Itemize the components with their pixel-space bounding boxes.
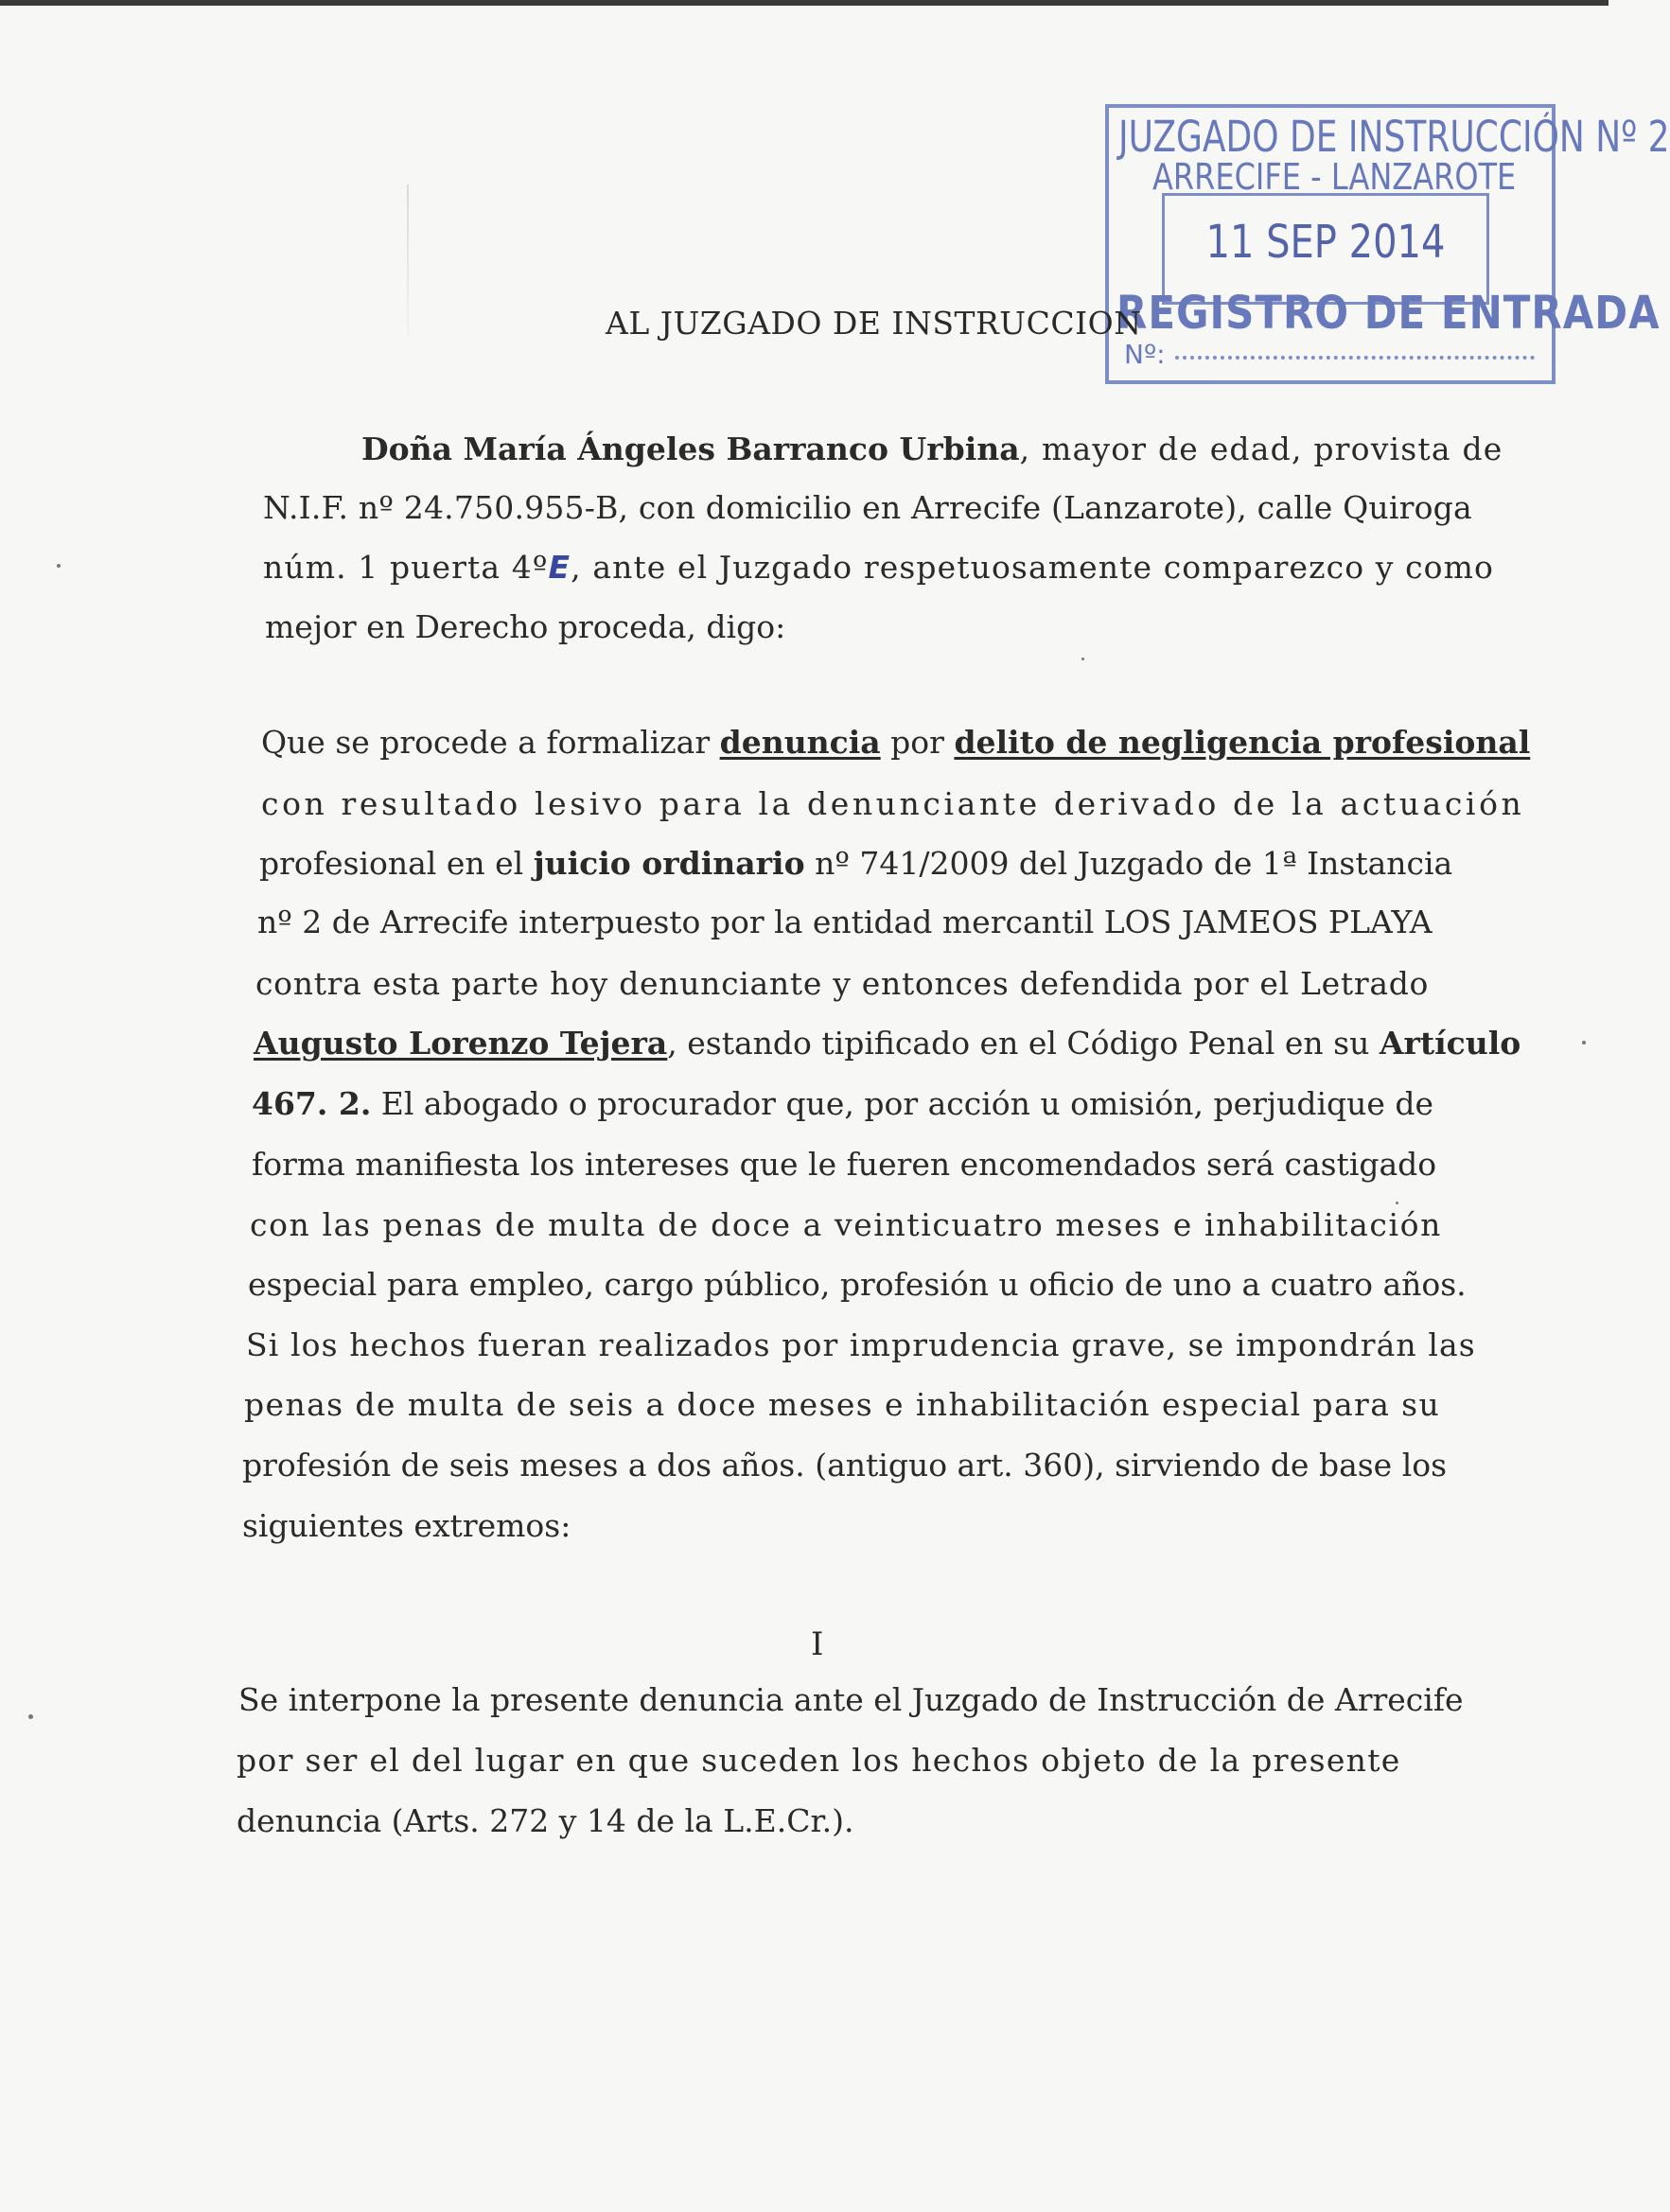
- body-line-4: nº 2 de Arrecife interpuesto por la entidad mercantil LOS JAMEOS PLAYA: [257, 904, 1433, 940]
- body-line-10: especial para empleo, cargo público, profesión u oficio de uno a cuatro años.: [248, 1266, 1467, 1303]
- handwritten-letter: E: [548, 549, 571, 586]
- body-line-7: [252, 1085, 1433, 1122]
- intro-line-3-b: , ante el Juzgado respetuosamente comparezco y como: [571, 549, 1495, 586]
- body-line-3: [259, 845, 1452, 882]
- stamp-court-name: JUZGADO DE INSTRUCCIÓN Nº 2: [1118, 114, 1670, 163]
- body-line-1: [261, 724, 1530, 761]
- body-line-5: contra esta parte hoy denunciante y entonces defendida por el Letrado: [255, 965, 1430, 1002]
- body-line-6-b: , estando tipificado en el Código Penal en su: [667, 1025, 1380, 1062]
- scan-top-edge: [0, 0, 1608, 6]
- body-line-14: siguientes extremos:: [242, 1507, 571, 1544]
- body-line-13: profesión de seis meses a dos años. (antiguo art. 360), sirviendo de base los: [242, 1447, 1448, 1483]
- term-articulo: Artículo: [1379, 1025, 1521, 1062]
- intro-line-3: [263, 549, 1494, 586]
- lawyer-name: Augusto Lorenzo Tejera: [254, 1025, 668, 1062]
- document-heading: AL JUZGADO DE INSTRUCCION: [606, 305, 1142, 342]
- intro-line-3-a: núm. 1 puerta 4º: [263, 549, 549, 586]
- body-line-2: con resultado lesivo para la denunciante derivado de la actuación: [261, 785, 1525, 822]
- body-line-6: [254, 1025, 1521, 1062]
- term-denuncia: denuncia: [719, 724, 881, 761]
- term-offense: delito de negligencia profesional: [954, 724, 1531, 761]
- body-line-8: forma manifiesta los intereses que le fueren encomendados será castigado: [252, 1146, 1437, 1183]
- body-line-7-b: El abogado o procurador que, por acción u omisión, perjudique de: [371, 1085, 1434, 1122]
- intro-line-1-rest: , mayor de edad, provista de: [1019, 430, 1503, 467]
- stamp-location: ARRECIFE - LANZAROTE: [1152, 155, 1517, 199]
- body-line-1-b: por: [880, 724, 955, 761]
- intro-line-1: [361, 430, 1503, 467]
- stamp-number-dotted-line: [1175, 356, 1535, 360]
- intro-line-4: mejor en Derecho proceda, digo:: [265, 608, 786, 645]
- registry-stamp: [1105, 104, 1670, 384]
- term-juicio-ordinario: juicio ordinario: [533, 845, 805, 882]
- body-line-11: Si los hechos fueran realizados por imprudencia grave, se impondrán las: [246, 1326, 1476, 1363]
- article-number: 467. 2.: [252, 1085, 372, 1122]
- section-numeral: I: [811, 1625, 824, 1663]
- complainant-name: Doña María Ángeles Barranco Urbina: [361, 430, 1020, 467]
- section-i-line-3: denuncia (Arts. 272 y 14 de la L.E.Cr.).: [237, 1802, 854, 1839]
- body-line-12: penas de multa de seis a doce meses e inhabilitación especial para su: [244, 1386, 1441, 1423]
- stamp-registry-label: REGISTRO DE ENTRADA: [1116, 286, 1661, 340]
- body-line-3-b: nº 741/2009 del Juzgado de 1ª Instancia: [804, 845, 1453, 882]
- scan-fold-mark: [407, 184, 409, 336]
- stamp-number-label: Nº:: [1124, 339, 1166, 370]
- section-i-line-2: por ser el del lugar en que suceden los hechos objeto de la presente: [237, 1742, 1401, 1779]
- stamp-date: 11 SEP 2014: [1205, 217, 1446, 270]
- body-line-1-a: Que se procede a formalizar: [261, 724, 720, 761]
- intro-line-2: N.I.F. nº 24.750.955-B, con domicilio en Arrecife (Lanzarote), calle Quiroga: [263, 489, 1472, 526]
- body-line-9: con las penas de multa de doce a veinticuatro meses e inhabilitación: [250, 1206, 1442, 1243]
- section-i-line-1: Se interpone la presente denuncia ante el Juzgado de Instrucción de Arrecife: [238, 1681, 1464, 1718]
- body-line-3-a: profesional en el: [259, 845, 534, 882]
